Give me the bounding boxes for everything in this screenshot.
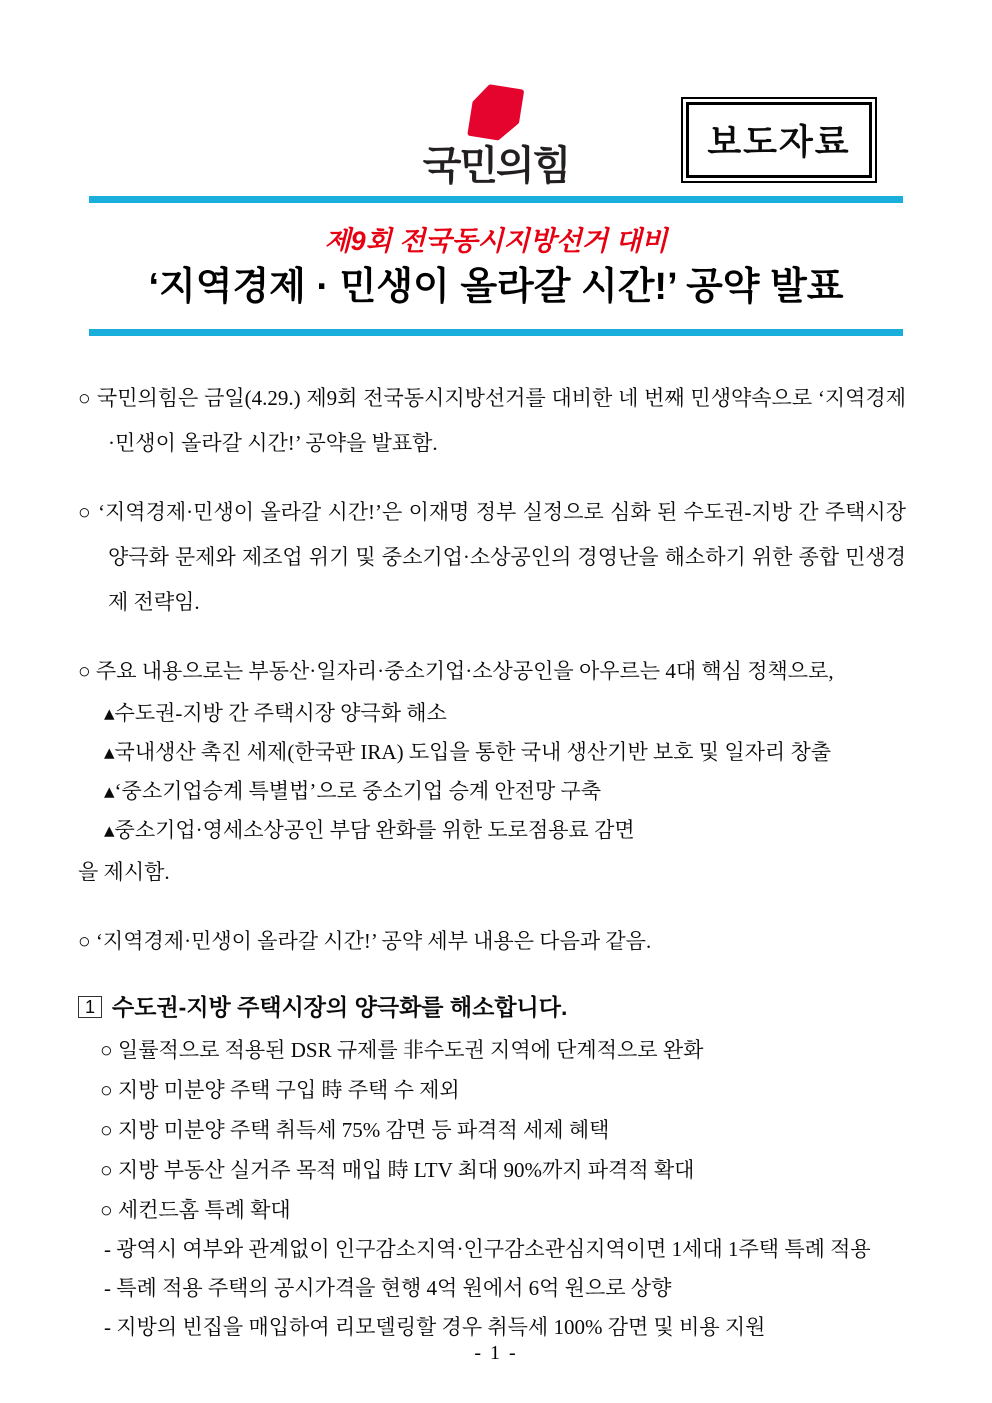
election-subtitle: 제9회 전국동시지방선거 대비 — [324, 226, 668, 256]
press-release-badge-label: 보도자료 — [686, 102, 872, 178]
page-title: ‘지역경제 · 민생이 올라갈 시간!’ 공약 발표 — [148, 266, 844, 308]
paragraph-strategy-overview: ○ ‘지역경제·민생이 올라갈 시간!’은 이재명 정부 실정으로 심화 된 수도권-지방 간 주택시장 양극화 문제와 제조업 위기 및 중소기업·소상공인의 경영난을 해소하기 위한 종합 민생경제 전략임. — [78, 500, 906, 614]
header-divider-rule — [89, 196, 903, 203]
section-1-bullet-ltv: ○ 지방 부동산 실거주 목적 매입 時 LTV 최대 90%까지 파격적 확대 — [100, 1158, 695, 1182]
section-1-detail-population-area: - 광역시 여부와 관계없이 인구감소지역·인구감소관심지역이면 1세대 1주택 특례 적용 — [104, 1237, 871, 1261]
section-1-number-box: 1 — [78, 996, 102, 1018]
paragraph-key-policies-intro: ○ 주요 내용으로는 부동산·일자리·중소기업·소상공인을 아우르는 4대 핵심 정책으로, — [78, 659, 834, 683]
paragraph-announcement: ○ 국민의힘은 금일(4.29.) 제9회 전국동시지방선거를 대비한 네 번째 민생약속으로 ‘지역경제·민생이 올라갈 시간!’ 공약을 발표함. — [78, 386, 906, 455]
policy-item-housing-gap: ▴수도권-지방 간 주택시장 양극화 해소 — [104, 701, 447, 725]
section-1-bullet-unsold-count: ○ 지방 미분양 주택 구입 時 주택 수 제외 — [100, 1078, 460, 1102]
party-logo-mark-icon — [466, 84, 526, 142]
policy-item-road-fee-cut: ▴중소기업·영세소상공인 부담 완화를 위한 도로점용료 감면 — [104, 818, 635, 842]
policy-item-korean-ira: ▴국내생산 촉진 세제(한국판 IRA) 도입을 통한 국내 생산기반 보호 및 일자리 창출 — [104, 740, 832, 764]
section-1-bullet-dsr: ○ 일률적으로 적용된 DSR 규제를 非수도권 지역에 단계적으로 완화 — [100, 1038, 704, 1062]
title-divider-rule — [89, 329, 903, 336]
party-logo-text: 국민의힘 — [422, 144, 570, 188]
section-1-heading — [78, 990, 906, 1024]
page-number: - 1 - — [474, 1342, 518, 1364]
section-1-detail-empty-house: - 지방의 빈집을 매입하여 리모델링할 경우 취득세 100% 감면 및 비용 지원 — [104, 1315, 766, 1339]
section-1-detail-price-cap: - 특례 적용 주택의 공시가격을 현행 4억 원에서 6억 원으로 상향 — [104, 1276, 672, 1300]
section-1-heading-text: 수도권-지방 주택시장의 양극화를 해소합니다. — [112, 994, 568, 1020]
section-1-bullet-second-home: ○ 세컨드홈 특례 확대 — [100, 1198, 291, 1222]
section-1-bullet-acquisition-tax: ○ 지방 미분양 주택 취득세 75% 감면 등 파격적 세제 혜택 — [100, 1118, 610, 1142]
paragraph-policies-outro: 을 제시함. — [78, 860, 170, 884]
paragraph-details-intro: ○ ‘지역경제·민생이 올라갈 시간!’ 공약 세부 내용은 다음과 같음. — [78, 929, 652, 953]
body-content — [78, 376, 906, 1347]
press-release-badge — [681, 97, 877, 183]
policy-item-sme-succession: ▴‘중소기업승계 특별법’으로 중소기업 승계 안전망 구축 — [104, 779, 602, 803]
